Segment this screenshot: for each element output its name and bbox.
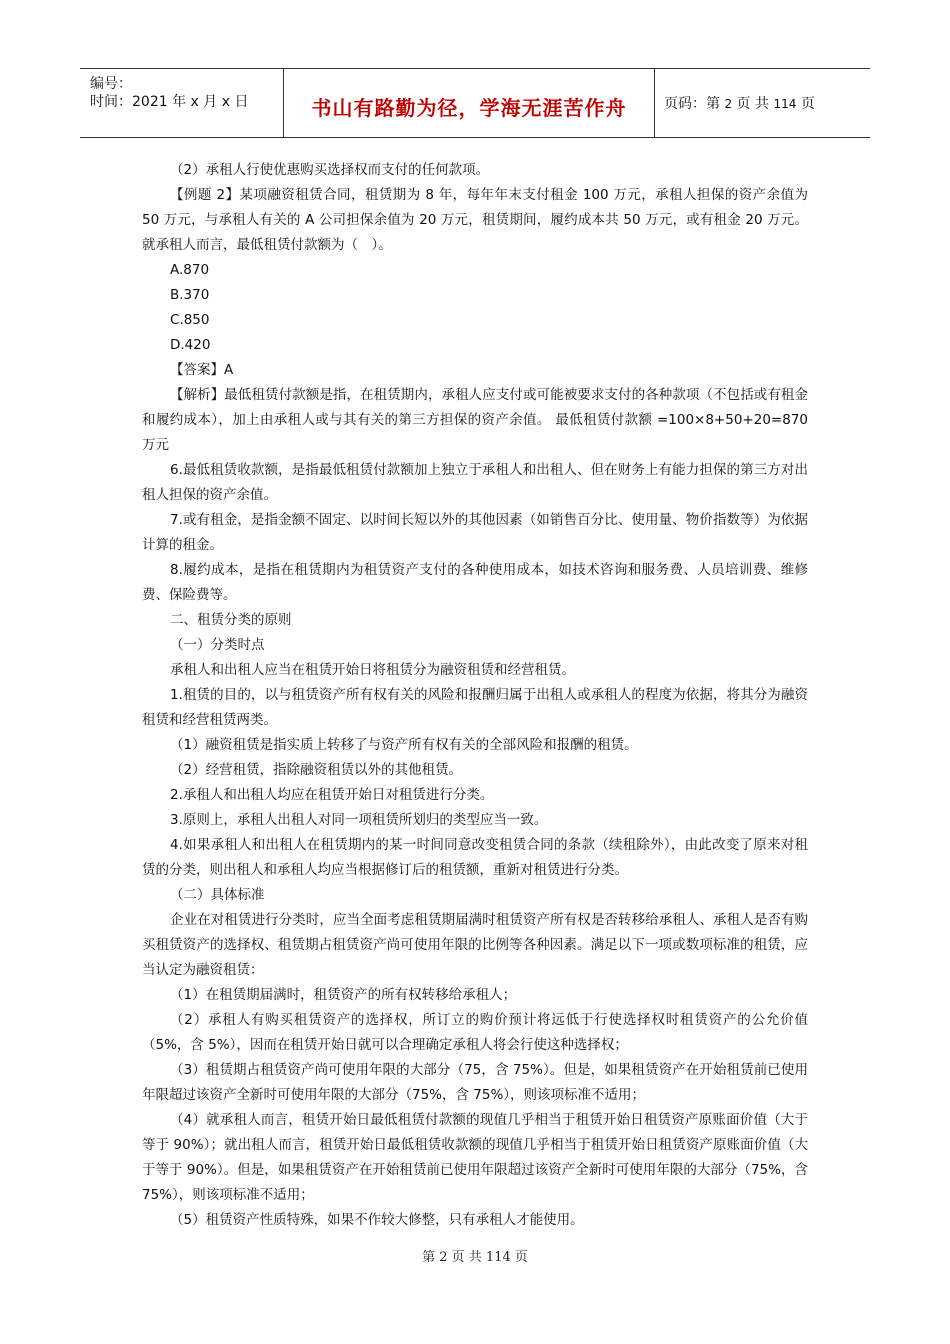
paragraph: 6.最低租赁收款额，是指最低租赁付款额加上独立于承租人和出租人、但在财务上有能力担保的第三方对出租人担保的资产余值。 [142, 462, 808, 503]
option-b: B.370 [170, 287, 210, 303]
date-label: 时间： [90, 94, 132, 110]
subsection-heading: （一）分类时点 [170, 637, 265, 653]
paragraph: 承租人和出租人应当在租赁开始日将租赁分为融资租赁和经营租赁。 [170, 662, 575, 678]
option-d: D.420 [170, 337, 211, 353]
paragraph: （2）经营租赁，指除融资租赁以外的其他租赁。 [170, 762, 463, 778]
answer: 【答案】A [170, 362, 234, 378]
page-total: 114 [773, 97, 797, 111]
paragraph: 3.原则上，承租人出租人对同一项租赁所划归的类型应当一致。 [170, 812, 548, 828]
paragraph: 7.或有租金，是指金额不固定、以时间长短以外的其他因素（如销售百分比、使用量、物价指数等）为依据计算的租金。 [142, 512, 808, 553]
page-current: 2 [724, 97, 733, 111]
paragraph: 8.履约成本，是指在租赁期内为租赁资产支付的各种使用成本，如技术咨询和服务费、人员培训费、维修费、保险费等。 [142, 562, 808, 603]
paragraph: （2）承租人有购买租赁资产的选择权，所订立的购价预计将远低于行使选择权时租赁资产的公允价值（5%，含 5%），因而在租赁开始日就可以合理确定承租人将会行使这种选择权； [142, 1012, 808, 1053]
paragraph: 【例题 2】某项融资租赁合同，租赁期为 8 年，每年年末支付租金 100 万元，承租人担保的资产余值为 50 万元，与承租人有关的 A 公司担保余值为 20 万元，租赁期间，履约成本共 50 万元，或有租金 20 万元。就承租人而言，最低租赁付款额为（ ）。 [142, 187, 808, 253]
header-info-cell [80, 69, 284, 137]
paragraph: （5）租赁资产性质特殊，如果不作较大修整，只有承租人才能使用。 [170, 1212, 584, 1228]
option-c: C.850 [170, 312, 210, 328]
paragraph: （3）租赁期占租赁资产尚可使用年限的大部分（75，含 75%）。但是，如果租赁资产在开始租赁前已使用年限超过该资产全新时可使用年限的大部分（75%，含 75%），则该项标准不适用； [142, 1062, 808, 1103]
section-heading: 二、租赁分类的原则 [170, 612, 292, 628]
date-value: 2021 年 x 月 x 日 [132, 94, 249, 110]
document-body [142, 158, 808, 1233]
paragraph: 4.如果承租人和出租人在租赁期内的某一时间同意改变租赁合同的条款（续租除外），由此改变了原来对租赁的分类，则出租人和承租人均应当根据修订后的租赁额，重新对租赁进行分类。 [142, 837, 808, 878]
paragraph: （4）就承租人而言，租赁开始日最低租赁付款额的现值几乎相当于租赁开始日租赁资产原账面价值（大于等于 90%）；就出租人而言，租赁开始日最低租赁收款额的现值几乎相当于租赁开始日租赁资产原账面价值（大于等于 90%）。但是，如果租赁资产在开始租赁前已使用年限超过该资产全新时可使用年限的大部分（75%，含 75%），则该项标准不适用； [142, 1112, 808, 1203]
paragraph: 2.承租人和出租人均应在租赁开始日对租赁进行分类。 [170, 787, 494, 803]
paragraph: 1.租赁的目的，以与租赁资产所有权有关的风险和报酬归属于出租人或承租人的程度为依据，将其分为融资租赁和经营租赁两类。 [142, 687, 808, 728]
subsection-heading: （二）具体标准 [170, 887, 265, 903]
page-end: 页 [800, 96, 815, 112]
page-label: 页码：第 [664, 96, 720, 112]
header-page-cell [655, 69, 870, 137]
date-line [90, 91, 248, 111]
paragraph: （1）在租赁期届满时，租赁资产的所有权转移给承租人； [170, 987, 517, 1003]
option-a: A.870 [170, 262, 210, 278]
header-motto-cell [284, 69, 655, 137]
page-header [80, 68, 870, 138]
paragraph: 企业在对租赁进行分类时，应当全面考虑租赁期届满时租赁资产所有权是否转移给承租人、承租人是否有购买租赁资产的选择权、租赁期占租赁资产尚可使用年限的比例等各种因素。满足以下一项或数项标准的租赁，应当认定为融资租赁： [142, 912, 808, 978]
number-label: 编号： [90, 76, 132, 92]
page-number [664, 93, 815, 113]
analysis: 【解析】最低租赁付款额是指，在租赁期内，承租人应支付或可能被要求支付的各种款项（不包括或有租金和履约成本），加上由承租人或与其有关的第三方担保的资产余值。 最低租赁付款额 =100×8+50+20=870 万元 [142, 387, 808, 453]
motto: 书山有路勤为径，学海无涯苦作舟 [311, 96, 627, 120]
paragraph: （1）融资租赁是指实质上转移了与资产所有权有关的全部风险和报酬的租赁。 [170, 737, 638, 753]
page-footer: 第 2 页 共 114 页 [422, 1250, 528, 1265]
page-mid: 页 共 [736, 96, 769, 112]
paragraph: （2）承租人行使优惠购买选择权而支付的任何款项。 [170, 162, 490, 178]
